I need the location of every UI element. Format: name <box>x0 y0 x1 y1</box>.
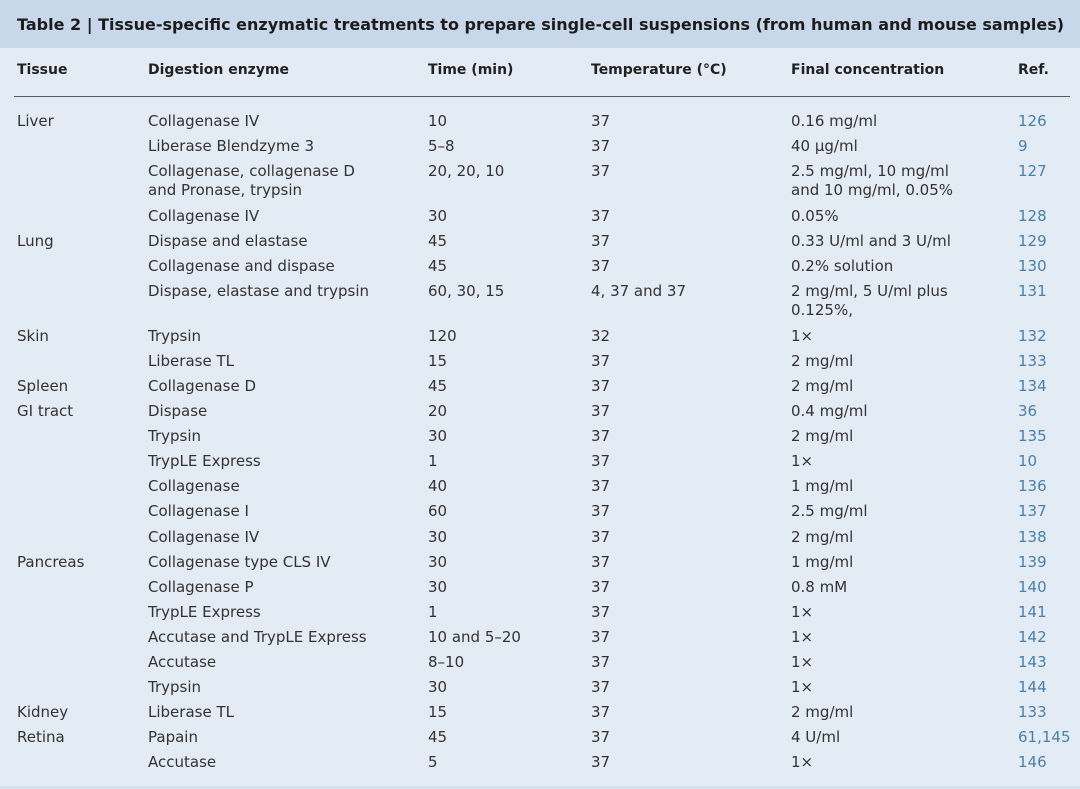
cell-temperature: 37 <box>591 112 611 130</box>
cell-enzyme: Collagenase D <box>148 376 256 395</box>
cell-concentration: 2 mg/ml <box>791 376 854 395</box>
cell-enzyme: Dispase and elastase <box>148 231 308 250</box>
cell-enzyme: Collagenase IV <box>148 527 260 546</box>
cell-ref-link[interactable]: 133 <box>1018 351 1047 370</box>
cell-temperature: 37 <box>591 206 611 225</box>
cell-ref-link[interactable]: 129 <box>1018 231 1047 250</box>
cell-enzyme: Liberase TL <box>148 703 234 722</box>
cell-concentration: 1× <box>791 326 814 345</box>
cell-temperature: 37 <box>591 162 611 181</box>
cell-ref-link[interactable]: 9 <box>1018 137 1028 156</box>
cell-temperature: 37 <box>591 653 611 671</box>
header-time: Time (min) <box>428 62 514 78</box>
cell-concentration: 40 µg/ml <box>791 137 858 156</box>
cell-enzyme: Collagenase IV <box>148 206 260 225</box>
cell-tissue: Retina <box>17 728 65 747</box>
cell-tissue: Liver <box>17 112 54 130</box>
cell-ref-link[interactable]: 132 <box>1018 326 1047 345</box>
cell-time: 8–10 <box>428 653 465 671</box>
cell-temperature: 37 <box>591 231 611 250</box>
cell-ref-link[interactable]: 126 <box>1018 112 1047 130</box>
cell-temperature: 37 <box>591 477 611 496</box>
cell-concentration: 2 mg/ml <box>791 427 854 446</box>
cell-enzyme: Trypsin <box>148 678 202 697</box>
cell-temperature: 37 <box>591 602 611 621</box>
cell-time: 30 <box>428 577 448 596</box>
cell-temperature: 32 <box>591 326 611 345</box>
cell-concentration: 1× <box>791 602 814 621</box>
cell-temperature: 37 <box>591 502 611 521</box>
cell-ref-link[interactable]: 146 <box>1018 753 1047 772</box>
cell-temperature: 37 <box>591 427 611 446</box>
cell-ref-link[interactable]: 128 <box>1018 206 1047 225</box>
cell-concentration: 1× <box>791 653 814 671</box>
cell-enzyme: TrypLE Express <box>148 602 261 621</box>
cell-concentration: 4 U/ml <box>791 728 841 747</box>
cell-temperature: 37 <box>591 627 611 646</box>
header-enzyme: Digestion enzyme <box>148 62 290 78</box>
cell-concentration: 2.5 mg/ml <box>791 502 868 521</box>
cell-tissue: Spleen <box>17 376 69 395</box>
cell-concentration: 0.2% solution <box>791 257 894 275</box>
cell-time: 30 <box>428 427 448 446</box>
cell-ref-link[interactable]: 133 <box>1018 703 1047 722</box>
cell-ref-link[interactable]: 127 <box>1018 162 1047 181</box>
cell-enzyme: Accutase <box>148 653 217 671</box>
cell-concentration: 0.8 mM <box>791 577 848 596</box>
cell-time: 60, 30, 15 <box>428 282 505 301</box>
cell-ref-link[interactable]: 138 <box>1018 527 1047 546</box>
cell-time: 45 <box>428 376 448 395</box>
cell-enzyme: Collagenase type CLS IV <box>148 552 331 571</box>
cell-concentration: 2 mg/ml <box>791 527 854 546</box>
cell-time: 5 <box>428 753 438 772</box>
cell-concentration: 1× <box>791 753 814 772</box>
cell-ref-link[interactable]: 141 <box>1018 602 1047 621</box>
cell-concentration: 1 mg/ml <box>791 552 854 571</box>
cell-ref-link[interactable]: 144 <box>1018 678 1047 697</box>
cell-enzyme: Collagenase and dispase <box>148 257 335 275</box>
cell-ref-link[interactable]: 61,145 <box>1018 728 1071 747</box>
cell-time: 120 <box>428 326 457 345</box>
cell-time: 15 <box>428 351 448 370</box>
cell-time: 30 <box>428 552 448 571</box>
cell-time: 45 <box>428 728 448 747</box>
cell-time: 30 <box>428 206 448 225</box>
cell-temperature: 37 <box>591 376 611 395</box>
cell-ref-link[interactable]: 10 <box>1018 452 1038 471</box>
cell-enzyme: Liberase Blendzyme 3 <box>148 137 315 156</box>
cell-temperature: 37 <box>591 452 611 471</box>
cell-ref-link[interactable]: 143 <box>1018 653 1047 671</box>
cell-concentration: 1× <box>791 627 814 646</box>
cell-ref-link[interactable]: 36 <box>1018 402 1038 420</box>
cell-ref-link[interactable]: 142 <box>1018 627 1047 646</box>
cell-tissue: Skin <box>17 326 49 345</box>
cell-ref-link[interactable]: 134 <box>1018 376 1047 395</box>
header-divider <box>14 96 1070 97</box>
cell-enzyme: Dispase <box>148 402 208 420</box>
cell-temperature: 37 <box>591 552 611 571</box>
cell-concentration: 0.33 U/ml and 3 U/ml <box>791 231 951 250</box>
cell-time: 5–8 <box>428 137 455 156</box>
cell-temperature: 37 <box>591 137 611 156</box>
header-tissue: Tissue <box>17 62 68 78</box>
cell-time: 30 <box>428 678 448 697</box>
cell-tissue: Kidney <box>17 703 69 722</box>
cell-ref-link[interactable]: 140 <box>1018 577 1047 596</box>
cell-enzyme: Accutase and TrypLE Express <box>148 627 367 646</box>
cell-time: 40 <box>428 477 448 496</box>
cell-time: 30 <box>428 527 448 546</box>
cell-temperature: 37 <box>591 527 611 546</box>
cell-ref-link[interactable]: 137 <box>1018 502 1047 521</box>
cell-enzyme: Trypsin <box>148 427 202 446</box>
cell-concentration: 2 mg/ml, 5 U/ml plus 0.125%, <box>791 282 948 320</box>
cell-concentration: 2 mg/ml <box>791 703 854 722</box>
cell-concentration: 2.5 mg/ml, 10 mg/ml and 10 mg/ml, 0.05% <box>791 162 953 200</box>
cell-time: 60 <box>428 502 448 521</box>
cell-time: 10 <box>428 112 448 130</box>
cell-ref-link[interactable]: 139 <box>1018 552 1047 571</box>
cell-enzyme: Dispase, elastase and trypsin <box>148 282 370 301</box>
cell-enzyme: Papain <box>148 728 198 747</box>
cell-temperature: 37 <box>591 753 611 772</box>
cell-concentration: 1× <box>791 678 814 697</box>
table-title-bar <box>0 0 1080 48</box>
cell-tissue: GI tract <box>17 402 74 420</box>
cell-time: 20, 20, 10 <box>428 162 505 181</box>
cell-temperature: 37 <box>591 577 611 596</box>
cell-enzyme: Collagenase I <box>148 502 249 521</box>
header-ref: Ref. <box>1018 62 1049 78</box>
cell-enzyme: Trypsin <box>148 326 202 345</box>
cell-concentration: 0.16 mg/ml <box>791 112 878 130</box>
cell-enzyme: TrypLE Express <box>148 452 261 471</box>
cell-concentration: 1 mg/ml <box>791 477 854 496</box>
cell-time: 45 <box>428 231 448 250</box>
cell-concentration: 2 mg/ml <box>791 351 854 370</box>
cell-temperature: 37 <box>591 402 611 420</box>
cell-ref-link[interactable]: 131 <box>1018 282 1047 301</box>
cell-concentration: 0.4 mg/ml <box>791 402 868 420</box>
cell-enzyme: Collagenase <box>148 477 240 496</box>
header-concentration: Final concentration <box>791 62 945 78</box>
cell-concentration: 0.05% <box>791 206 839 225</box>
cell-enzyme: Collagenase, collagenase D and Pronase, trypsin <box>148 162 355 200</box>
cell-time: 45 <box>428 257 448 275</box>
cell-ref-link[interactable]: 135 <box>1018 427 1047 446</box>
cell-enzyme: Accutase <box>148 753 217 772</box>
cell-enzyme: Collagenase P <box>148 577 254 596</box>
cell-enzyme: Collagenase IV <box>148 112 260 130</box>
header-temperature: Temperature (°C) <box>591 62 727 78</box>
cell-temperature: 37 <box>591 678 611 697</box>
cell-temperature: 37 <box>591 351 611 370</box>
cell-ref-link[interactable]: 130 <box>1018 257 1047 275</box>
cell-tissue: Pancreas <box>17 552 85 571</box>
cell-enzyme: Liberase TL <box>148 351 234 370</box>
cell-time: 15 <box>428 703 448 722</box>
cell-time: 1 <box>428 602 438 621</box>
cell-ref-link[interactable]: 136 <box>1018 477 1047 496</box>
cell-temperature: 37 <box>591 728 611 747</box>
cell-temperature: 37 <box>591 257 611 275</box>
cell-temperature: 37 <box>591 703 611 722</box>
cell-time: 1 <box>428 452 438 471</box>
cell-time: 20 <box>428 402 448 420</box>
cell-time: 10 and 5–20 <box>428 627 521 646</box>
table-title: Table 2 | Tissue-specific enzymatic treatments to prepare single-cell suspensions (from human and mouse samples) <box>17 15 1065 34</box>
cell-tissue: Lung <box>17 231 54 250</box>
cell-temperature: 4, 37 and 37 <box>591 282 687 301</box>
cell-concentration: 1× <box>791 452 814 471</box>
